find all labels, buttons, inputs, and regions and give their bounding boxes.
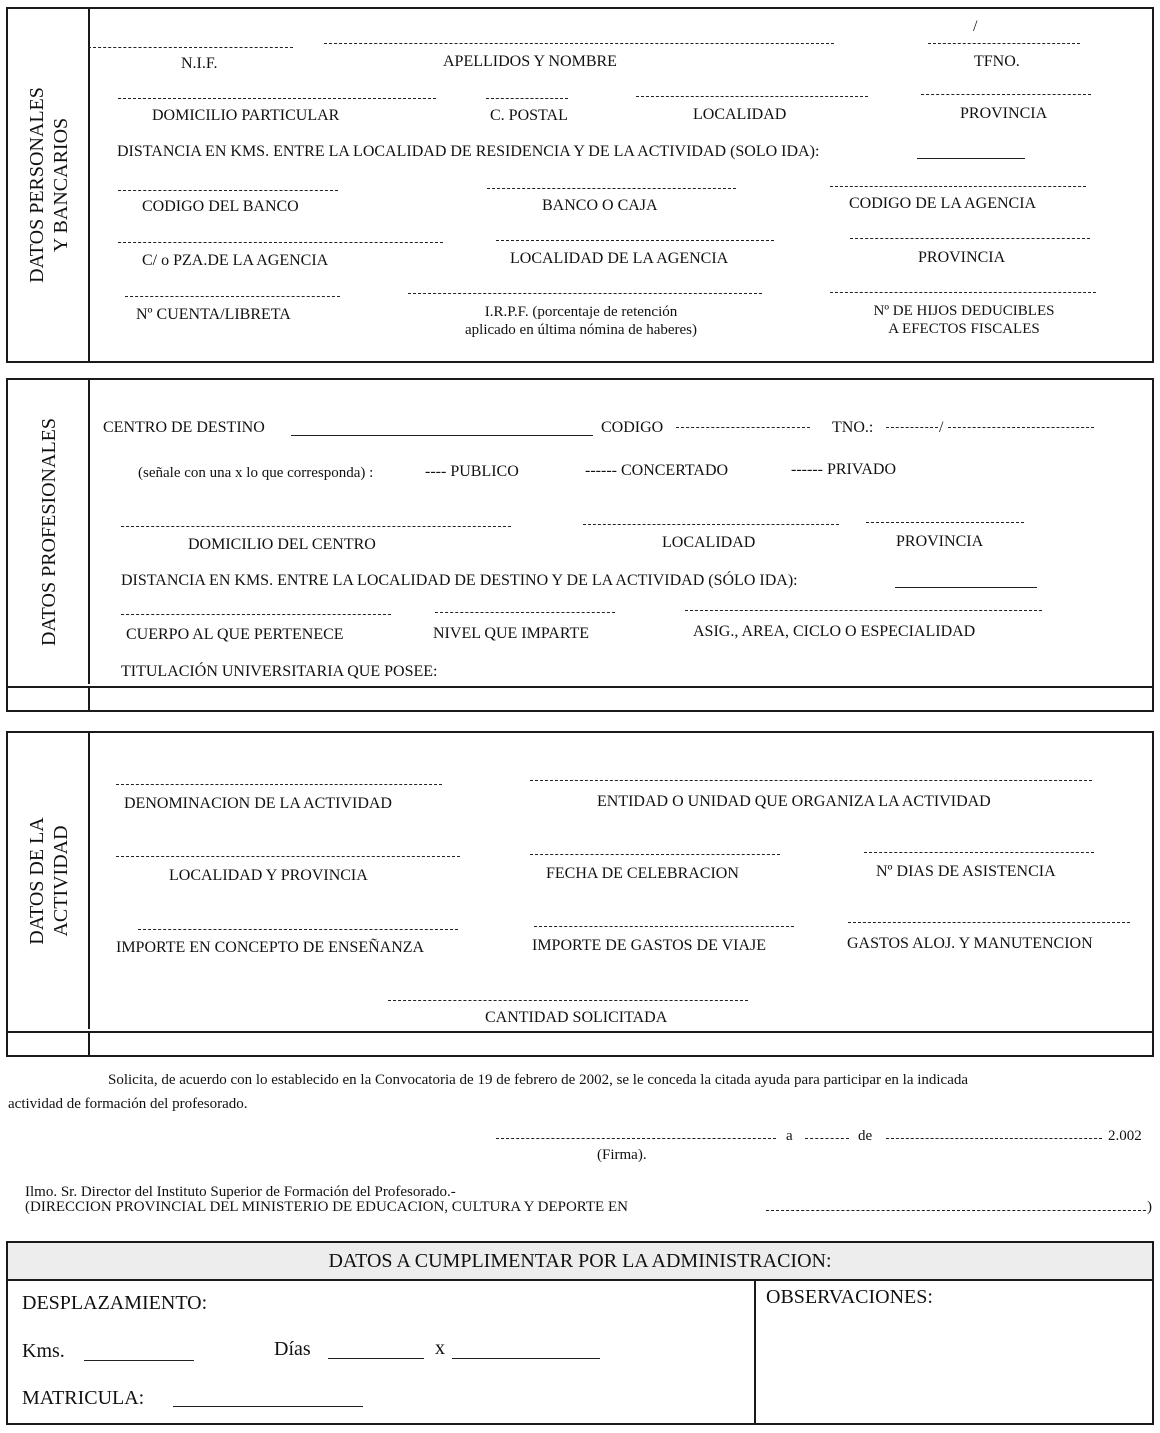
pza-agencia-field[interactable] <box>118 242 443 243</box>
dia-field[interactable] <box>805 1138 849 1139</box>
tno-label: TNO.: <box>832 419 874 436</box>
codigo-banco-field[interactable] <box>118 190 338 191</box>
distancia-residencia-label: DISTANCIA EN KMS. ENTRE LA LOCALIDAD DE RESIDENCIA Y DE LA ACTIVIDAD (SOLO IDA): <box>117 143 820 160</box>
senale-label: (señale con una x lo que corresponda) : <box>138 465 374 481</box>
professional-section-sidebar <box>8 380 90 684</box>
fecha-year: 2.002 <box>1108 1128 1142 1144</box>
domicilio-label: DOMICILIO PARTICULAR <box>152 107 340 124</box>
centro-field[interactable] <box>291 435 593 436</box>
localidad-provincia-label: LOCALIDAD Y PROVINCIA <box>169 867 368 884</box>
titulacion-label: TITULACIÓN UNIVERSITARIA QUE POSEE: <box>121 663 438 680</box>
x-label: x <box>435 1337 445 1359</box>
denominacion-label: DENOMINACION DE LA ACTIVIDAD <box>124 795 392 812</box>
fecha-label: FECHA DE CELEBRACION <box>546 865 739 882</box>
professional-section-title: DATOS PROFESIONALES <box>38 417 60 647</box>
localidad-provincia-field[interactable] <box>116 856 460 857</box>
importe-viaje-label: IMPORTE DE GASTOS DE VIAJE <box>532 937 767 954</box>
codigo-field[interactable] <box>676 427 810 428</box>
codigo-label: CODIGO <box>601 419 664 436</box>
provincia-agencia-field[interactable] <box>850 238 1090 239</box>
kms-label: Kms. <box>22 1340 65 1362</box>
privado-option[interactable]: ------ PRIVADO <box>791 461 897 478</box>
provincia-field[interactable] <box>921 94 1091 95</box>
localidad-centro-label: LOCALIDAD <box>662 534 756 551</box>
nif-label: N.I.F. <box>181 55 218 72</box>
cpostal-label: C. POSTAL <box>490 107 568 124</box>
cpostal-field[interactable] <box>486 98 568 99</box>
lugar-field[interactable] <box>496 1138 776 1139</box>
distancia-destino-label: DISTANCIA EN KMS. ENTRE LA LOCALIDAD DE DESTINO Y DE LA ACTIVIDAD (SÓLO IDA): <box>121 572 798 589</box>
hijos-field[interactable] <box>830 292 1096 293</box>
gastos-aloj-field[interactable] <box>848 922 1130 923</box>
personal-section-sidebar <box>8 9 90 361</box>
cuenta-label: Nº CUENTA/LIBRETA <box>136 306 291 323</box>
cantidad-field[interactable] <box>388 1000 748 1001</box>
admin-column-divider <box>754 1279 756 1423</box>
cuerpo-label: CUERPO AL QUE PERTENECE <box>126 626 344 643</box>
banco-field[interactable] <box>487 188 736 189</box>
irpf-label: I.R.P.F. (porcentaje de retención aplicado en última nómina de haberes) <box>465 304 697 338</box>
activity-section-sidebar <box>8 733 90 1029</box>
codigo-banco-label: CODIGO DEL BANCO <box>142 198 299 215</box>
fecha-a: a <box>786 1128 793 1144</box>
tno-slash: / <box>939 419 944 436</box>
professional-bottom-divider <box>8 686 1152 688</box>
tfno-slash: / <box>973 18 978 35</box>
activity-bottom-divider <box>8 1031 1152 1033</box>
x-field[interactable] <box>452 1358 600 1359</box>
dias-admin-label: Días <box>274 1338 311 1360</box>
nivel-field[interactable] <box>435 612 615 613</box>
dias-field[interactable] <box>864 852 1094 853</box>
localidad-label: LOCALIDAD <box>693 106 787 123</box>
localidad-field[interactable] <box>636 96 868 97</box>
apellidos-label: APELLIDOS Y NOMBRE <box>443 53 617 70</box>
codigo-agencia-label: CODIGO DE LA AGENCIA <box>849 195 1037 212</box>
personal-data-section <box>6 7 1154 363</box>
provincia-label: PROVINCIA <box>960 105 1048 122</box>
distancia-residencia-field[interactable] <box>917 158 1025 159</box>
admin-header <box>8 1243 1152 1281</box>
observaciones-field[interactable] <box>758 1313 1152 1423</box>
publico-option[interactable]: ---- PUBLICO <box>425 463 519 480</box>
mes-field[interactable] <box>886 1138 1102 1139</box>
localidad-agencia-label: LOCALIDAD DE LA AGENCIA <box>510 250 729 267</box>
activity-data-section <box>6 731 1154 1057</box>
matricula-field[interactable] <box>173 1406 363 1407</box>
admin-section <box>6 1241 1154 1425</box>
hijos-label: Nº DE HIJOS DEDUCIBLES A EFECTOS FISCALES <box>873 303 1055 337</box>
desplazamiento-label: DESPLAZAMIENTO: <box>22 1292 208 1314</box>
provincia-centro-label: PROVINCIA <box>896 533 984 550</box>
firma-label: (Firma). <box>597 1147 647 1163</box>
importe-ensenanza-field[interactable] <box>138 929 458 930</box>
solicita-line-1: Solicita, de acuerdo con lo establecido en la Convocatoria de 19 de febrero de 2002, se le conceda la citada ayuda para participar en la indicada <box>108 1072 969 1088</box>
banco-label: BANCO O CAJA <box>542 197 658 214</box>
domicilio-centro-label: DOMICILIO DEL CENTRO <box>188 536 376 553</box>
direccion-close-paren: ) <box>1147 1199 1152 1215</box>
entidad-label: ENTIDAD O UNIDAD QUE ORGANIZA LA ACTIVIDAD <box>597 793 991 810</box>
importe-ensenanza-label: IMPORTE EN CONCEPTO DE ENSEÑANZA <box>116 939 425 956</box>
matricula-label: MATRICULA: <box>22 1387 145 1409</box>
dias-admin-field[interactable] <box>328 1358 424 1359</box>
irpf-field[interactable] <box>408 293 762 294</box>
professional-data-section <box>6 378 1154 712</box>
observaciones-label: OBSERVACIONES: <box>766 1286 933 1308</box>
nivel-label: NIVEL QUE IMPARTE <box>433 625 590 642</box>
entidad-field[interactable] <box>530 780 1092 781</box>
cantidad-label: CANTIDAD SOLICITADA <box>485 1009 668 1026</box>
fecha-field[interactable] <box>530 854 780 855</box>
direccion-line: (DIRECCION PROVINCIAL DEL MINISTERIO DE EDUCACION, CULTURA Y DEPORTE EN <box>25 1199 628 1215</box>
asig-label: ASIG., AREA, CICLO O ESPECIALIDAD <box>693 623 976 640</box>
fecha-de: de <box>858 1128 873 1144</box>
tfno-field[interactable] <box>928 43 1080 44</box>
centro-label: CENTRO DE DESTINO <box>103 419 265 436</box>
activity-section-title: DATOS DE LA ACTIVIDAD <box>26 817 72 945</box>
activity-bottom-cell-divider <box>88 1031 90 1055</box>
domicilio-centro-field[interactable] <box>121 526 511 527</box>
direccion-provincia-field[interactable] <box>766 1210 1146 1211</box>
gastos-aloj-label: GASTOS ALOJ. Y MANUTENCION <box>847 935 1093 952</box>
tfno-label: TFNO. <box>974 53 1020 70</box>
nif-field[interactable] <box>88 47 293 48</box>
pza-agencia-label: C/ o PZA.DE LA AGENCIA <box>142 252 329 269</box>
cuenta-field[interactable] <box>125 296 340 297</box>
tno-number-field[interactable] <box>948 427 1094 428</box>
admin-title: DATOS A CUMPLIMENTAR POR LA ADMINISTRACION: <box>328 1250 832 1272</box>
solicita-line-2: actividad de formación del profesorado. <box>8 1096 248 1112</box>
domicilio-field[interactable] <box>118 98 436 99</box>
codigo-agencia-field[interactable] <box>830 186 1086 187</box>
apellidos-field[interactable] <box>324 43 834 44</box>
concertado-option[interactable]: ------ CONCERTADO <box>585 462 729 479</box>
asig-field[interactable] <box>685 610 1042 611</box>
kms-field[interactable] <box>84 1360 194 1361</box>
localidad-agencia-field[interactable] <box>496 240 774 241</box>
provincia-agencia-label: PROVINCIA <box>918 249 1006 266</box>
distancia-destino-field[interactable] <box>895 587 1037 588</box>
localidad-centro-field[interactable] <box>583 524 839 525</box>
importe-viaje-field[interactable] <box>534 926 794 927</box>
ilmo-line: Ilmo. Sr. Director del Instituto Superior de Formación del Profesorado.- <box>25 1184 456 1200</box>
dias-label: Nº DIAS DE ASISTENCIA <box>876 863 1056 880</box>
cuerpo-field[interactable] <box>121 614 391 615</box>
professional-bottom-cell-divider <box>88 686 90 710</box>
personal-section-title: DATOS PERSONALES Y BANCARIOS <box>26 87 72 283</box>
provincia-centro-field[interactable] <box>866 522 1024 523</box>
denominacion-field[interactable] <box>116 784 442 785</box>
tno-prefix-field[interactable] <box>886 427 938 428</box>
